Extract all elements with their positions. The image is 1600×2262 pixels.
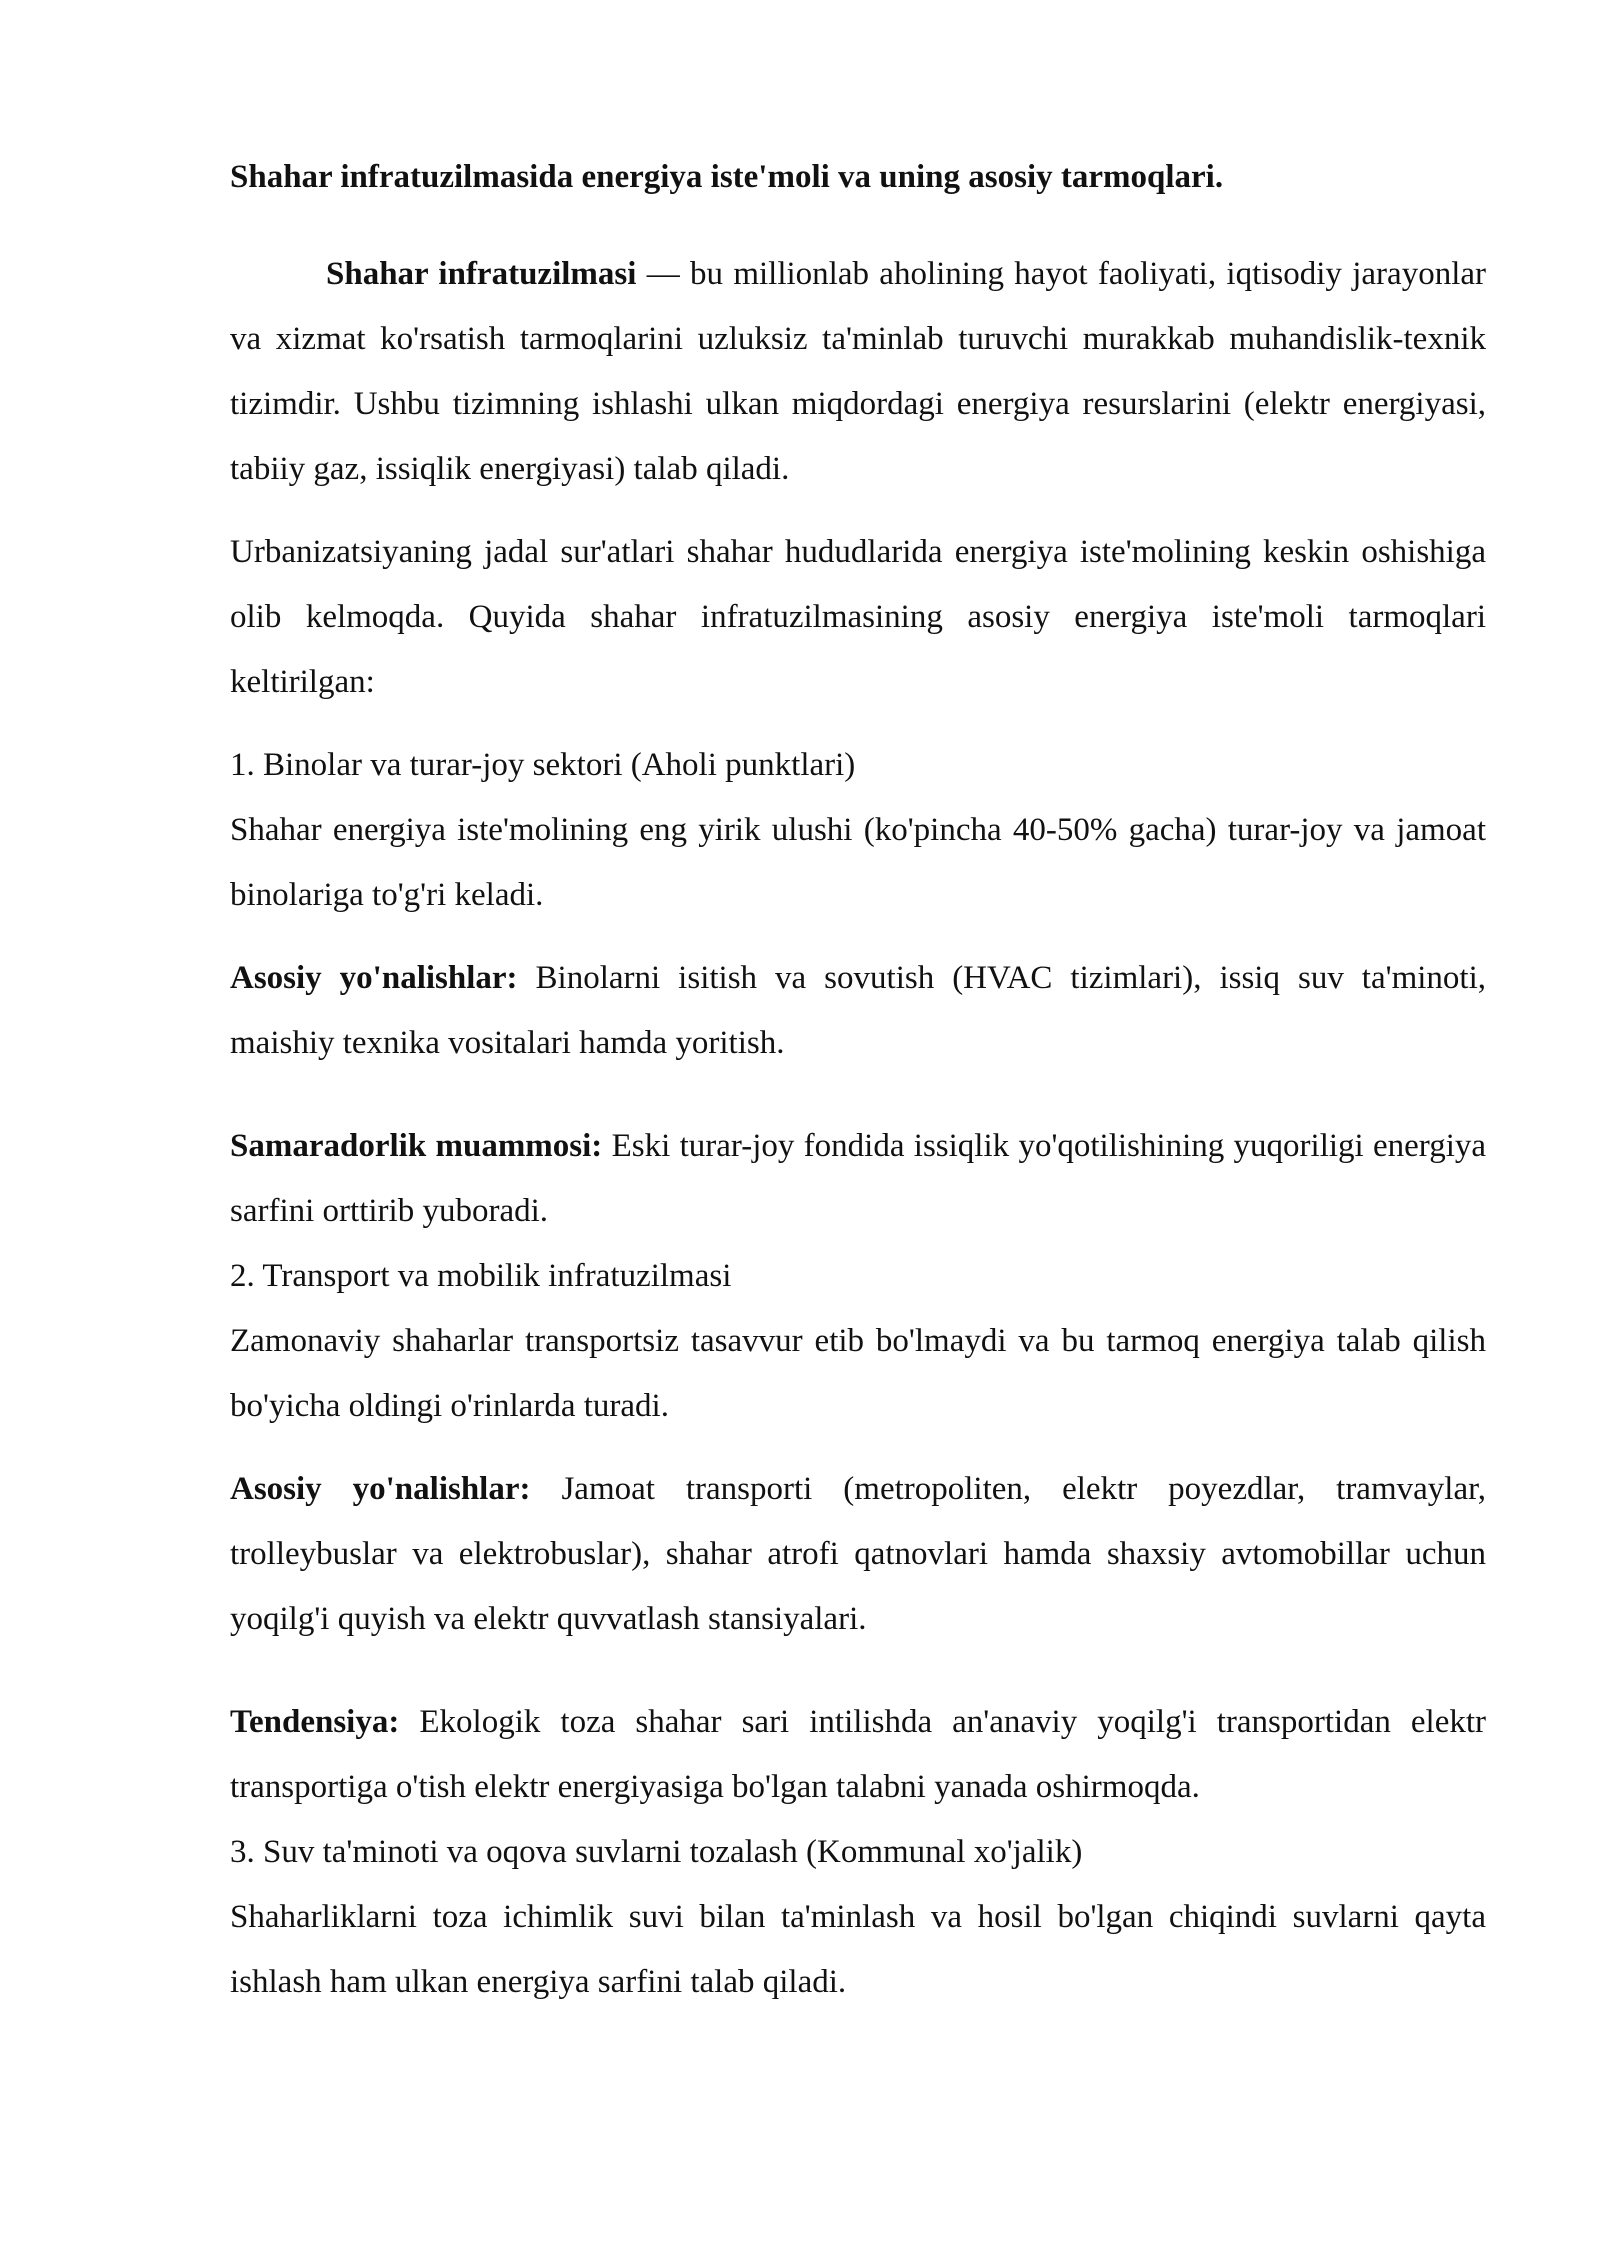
- section2-trend-label: Tendensiya:: [230, 1704, 400, 1740]
- section1-problem: [230, 1114, 1486, 1244]
- section2-trend-text: Ekologik toza shahar sari intilishda an'anaviy yoqilg'i transportidan elektr transportiga o'tish elektr energiyasiga bo'lgan talabni yanada oshirmoqda.: [230, 1704, 1486, 1805]
- intro-text: — bu millionlab aholining hayot faoliyati, iqtisodiy jarayonlar va xizmat ko'rsatish tarmoqlarini uzluksiz ta'minlab turuvchi murakkab muhandislik-texnik tizimdir. Ushbu tizimning ishlashi ulkan miqdordagi energiya resurslarini (elektr energiyasi, tabiiy gaz, issiqlik energiyasi) talab qiladi.: [230, 256, 1486, 487]
- section3-body: Shaharliklarni toza ichimlik suvi bilan ta'minlash va hosil bo'lgan chiqindi suvlarni qayta ishlash ham ulkan energiya sarfini talab qiladi.: [230, 1899, 1486, 2000]
- intro-term: Shahar infratuzilmasi: [326, 256, 637, 292]
- section2-trend: [230, 1690, 1486, 1820]
- intro-paragraph: [230, 242, 1486, 502]
- section3-heading: 3. Suv ta'minoti va oqova suvlarni tozalash (Kommunal xo'jalik): [230, 1834, 1083, 1870]
- section2-heading: 2. Transport va mobilik infratuzilmasi: [230, 1258, 732, 1294]
- section1-problem-text: Eski turar-joy fondida issiqlik yo'qotilishining yuqoriligi energiya sarfini orttirib yuboradi.: [230, 1128, 1487, 1229]
- section2-directions: [230, 1457, 1486, 1652]
- section2-directions-label: Asosiy yo'nalishlar:: [230, 1471, 531, 1507]
- section1-directions-text: Binolarni isitish va sovutish (HVAC tizimlari), issiq suv ta'minoti, maishiy texnika vositalari hamda yoritish.: [230, 960, 1486, 1061]
- section2-directions-text: Jamoat transporti (metropoliten, elektr poyezdlar, tramvaylar, trolleybuslar va elektrobuslar), shahar atrofi qatnovlari hamda shaxsiy avtomobillar uchun yoqilg'i quyish va elektr quvvatlash stansiyalari.: [230, 1471, 1487, 1637]
- section1-body: Shahar energiya iste'molining eng yirik ulushi (ko'pincha 40-50% gacha) turar-joy va jamoat binolariga to'g'ri keladi.: [230, 812, 1486, 913]
- document-body: [230, 150, 1486, 2015]
- section2-body: Zamonaviy shaharlar transportsiz tasavvur etib bo'lmaydi va bu tarmoq energiya talab qilish bo'yicha oldingi o'rinlarda turadi.: [230, 1323, 1486, 1424]
- section1-directions: [230, 946, 1486, 1076]
- section1-problem-label: Samaradorlik muammosi:: [230, 1128, 603, 1164]
- section1-heading: 1. Binolar va turar-joy sektori (Aholi punktlari): [230, 747, 856, 783]
- section1-directions-label: Asosiy yo'nalishlar:: [230, 960, 518, 996]
- urbanization-paragraph: Urbanizatsiyaning jadal sur'atlari shahar hududlarida energiya iste'molining keskin oshishiga olib kelmoqda. Quyida shahar infratuzilmasining asosiy energiya iste'moli tarmoqlari keltirilgan:: [230, 534, 1486, 700]
- document-title: Shahar infratuzilmasida energiya iste'moli va uning asosiy tarmoqlari.: [230, 159, 1224, 195]
